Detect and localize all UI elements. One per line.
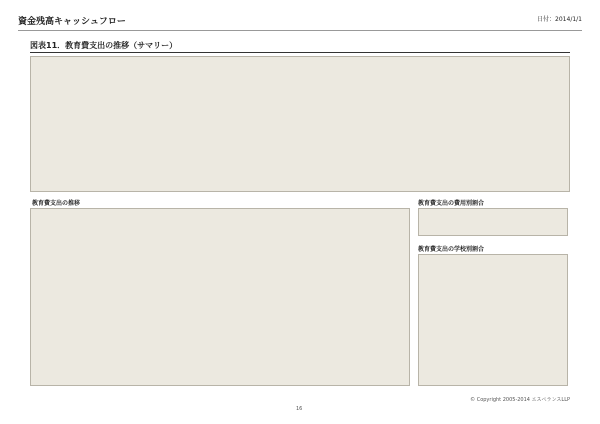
figure-title: 図表11．教育費支出の推移（サマリー） (30, 40, 570, 53)
expense-table (30, 56, 570, 192)
report-header (18, 14, 582, 31)
trend-chart (30, 208, 410, 386)
cost-share-title: 教育費支出の費用別割合 (418, 200, 485, 207)
trend-chart-title: 教育費支出の推移 (32, 200, 81, 207)
report-title: 資金残高キャッシュフロー (18, 17, 126, 27)
school-share-title: 教育費支出の学校別割合 (418, 246, 485, 253)
report-date: 日付：2014/1/1 (537, 16, 582, 23)
copyright: © Copyright 2005-2014 エスペランスLLP (470, 397, 570, 403)
page-number: 16 (296, 406, 303, 412)
cost-share-chart (418, 208, 568, 236)
school-share-chart (418, 254, 568, 386)
